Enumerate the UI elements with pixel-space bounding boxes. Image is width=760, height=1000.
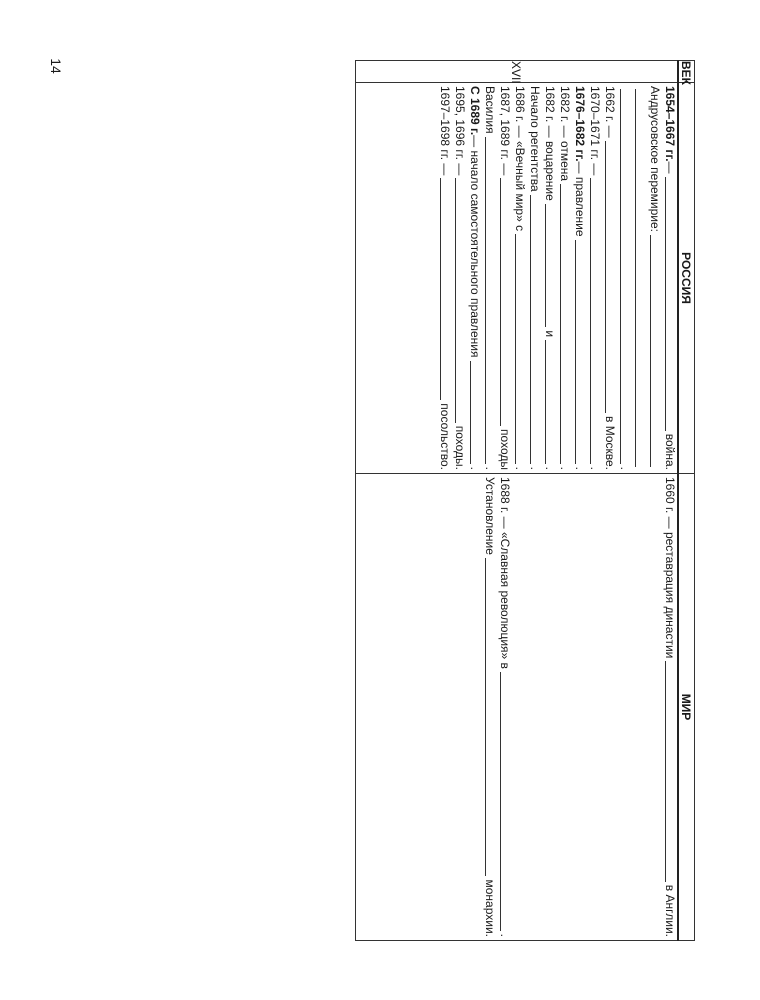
russia-line <box>482 83 497 473</box>
answer-blank[interactable] <box>650 235 651 467</box>
russia-column-cell <box>356 83 679 474</box>
russia-line <box>602 83 617 473</box>
history-table-wrapper <box>355 60 695 940</box>
russia-prompt-text: Начало регентства <box>528 86 542 192</box>
russia-line <box>497 83 512 473</box>
header-russia: РОССИЯ <box>678 83 695 474</box>
russia-suffix-text: . <box>513 466 527 470</box>
russia-prompt-text: 1682 г. — отмена <box>558 86 572 182</box>
russia-prompt-text: — <box>663 161 677 174</box>
russia-prompt-text: 1695, 1696 гг. — <box>453 86 467 176</box>
header-century: ВЕК <box>679 61 694 85</box>
world-line <box>542 474 557 940</box>
header-world: МИР <box>678 474 695 941</box>
russia-prompt-text: Василия <box>483 86 497 134</box>
history-table <box>355 60 695 941</box>
table-header-row <box>678 61 695 941</box>
answer-blank[interactable] <box>620 89 621 464</box>
world-suffix-text: монархии. <box>483 879 497 937</box>
russia-suffix-text: . <box>588 466 602 470</box>
century-cell: XVII <box>356 61 679 83</box>
russia-date-bold: 1654–1667 гг. <box>663 86 677 162</box>
russia-suffix-text: война. <box>663 433 677 470</box>
world-prompt-text: Установление <box>483 477 497 555</box>
answer-blank[interactable] <box>440 178 441 400</box>
world-line <box>662 474 677 940</box>
russia-date-bold: 1676–1682 гг. <box>573 86 587 162</box>
world-suffix-text: . <box>498 933 512 937</box>
world-line <box>527 474 542 940</box>
russia-line <box>437 83 452 473</box>
answer-blank[interactable] <box>455 178 456 422</box>
russia-line <box>542 83 557 473</box>
answer-blank[interactable] <box>545 204 546 328</box>
answer-blank[interactable] <box>485 558 486 877</box>
russia-suffix-text: . <box>618 466 632 470</box>
russia-suffix-text: . <box>468 466 482 470</box>
answer-blank[interactable] <box>470 361 471 464</box>
answer-blank[interactable] <box>665 177 666 431</box>
russia-line <box>512 83 527 473</box>
russia-suffix-text: . <box>483 466 497 470</box>
world-prompt-text: 1688 г. — «Славная революция» в <box>498 477 512 669</box>
russia-line <box>452 83 467 473</box>
russia-prompt-text: Андрусовское перемирие: <box>648 86 662 233</box>
answer-blank[interactable] <box>665 661 666 881</box>
answer-blank[interactable] <box>500 178 501 426</box>
russia-prompt-text: — начало самостоятельного правления <box>468 135 482 358</box>
russia-line <box>617 83 632 473</box>
russia-line <box>647 83 662 473</box>
russia-line <box>467 83 482 473</box>
world-line <box>557 474 572 940</box>
russia-line <box>662 83 677 473</box>
answer-blank[interactable] <box>575 240 576 464</box>
answer-blank[interactable] <box>560 184 561 464</box>
russia-suffix-text: посольство. <box>438 403 452 470</box>
russia-prompt-text: — правление <box>573 161 587 237</box>
world-line <box>512 474 527 940</box>
table-body-row <box>356 61 679 941</box>
world-line <box>632 474 647 940</box>
russia-prompt-text: 1686 г. — «Вечный мир» с <box>513 86 527 232</box>
page-number: 14 <box>47 58 64 74</box>
answer-blank[interactable] <box>590 178 591 463</box>
world-column-cell <box>356 474 679 941</box>
world-suffix-text: в Англии. <box>663 884 677 937</box>
russia-suffix-text: походы. <box>453 425 467 470</box>
russia-prompt-text: 1682 г. — воцарение <box>543 86 557 201</box>
russia-prompt-text: 1697–1698 гг. — <box>438 86 452 176</box>
world-line <box>482 474 497 940</box>
answer-blank[interactable] <box>635 89 636 467</box>
world-line <box>587 474 602 940</box>
answer-blank[interactable] <box>530 195 531 464</box>
answer-blank[interactable] <box>515 234 516 464</box>
world-prompt-text: 1660 г. — реставрация династии <box>663 477 677 659</box>
russia-prompt-text: 1662 г. — <box>603 86 617 138</box>
answer-blank[interactable] <box>545 340 546 464</box>
russia-line <box>572 83 587 473</box>
world-line <box>572 474 587 940</box>
russia-line <box>587 83 602 473</box>
russia-suffix-text: . <box>573 466 587 470</box>
world-line <box>602 474 617 940</box>
russia-suffix-text: . <box>558 466 572 470</box>
russia-suffix-text: походы <box>498 429 512 470</box>
answer-blank[interactable] <box>605 141 606 413</box>
russia-line <box>527 83 542 473</box>
world-line <box>497 474 512 940</box>
russia-date-bold: С 1689 г. <box>468 86 482 136</box>
russia-prompt-text: 1687, 1689 гг. — <box>498 86 512 176</box>
russia-line <box>557 83 572 473</box>
answer-blank[interactable] <box>500 672 501 931</box>
answer-blank[interactable] <box>485 137 486 464</box>
russia-line <box>632 83 647 473</box>
russia-mid-text: и <box>543 330 557 338</box>
russia-suffix-text: . <box>528 466 542 470</box>
world-line <box>647 474 662 940</box>
russia-suffix-text: . <box>543 466 557 470</box>
russia-suffix-text: в Москве. <box>603 415 617 470</box>
russia-prompt-text: 1670–1671 гг. — <box>588 86 602 176</box>
world-line <box>617 474 632 940</box>
